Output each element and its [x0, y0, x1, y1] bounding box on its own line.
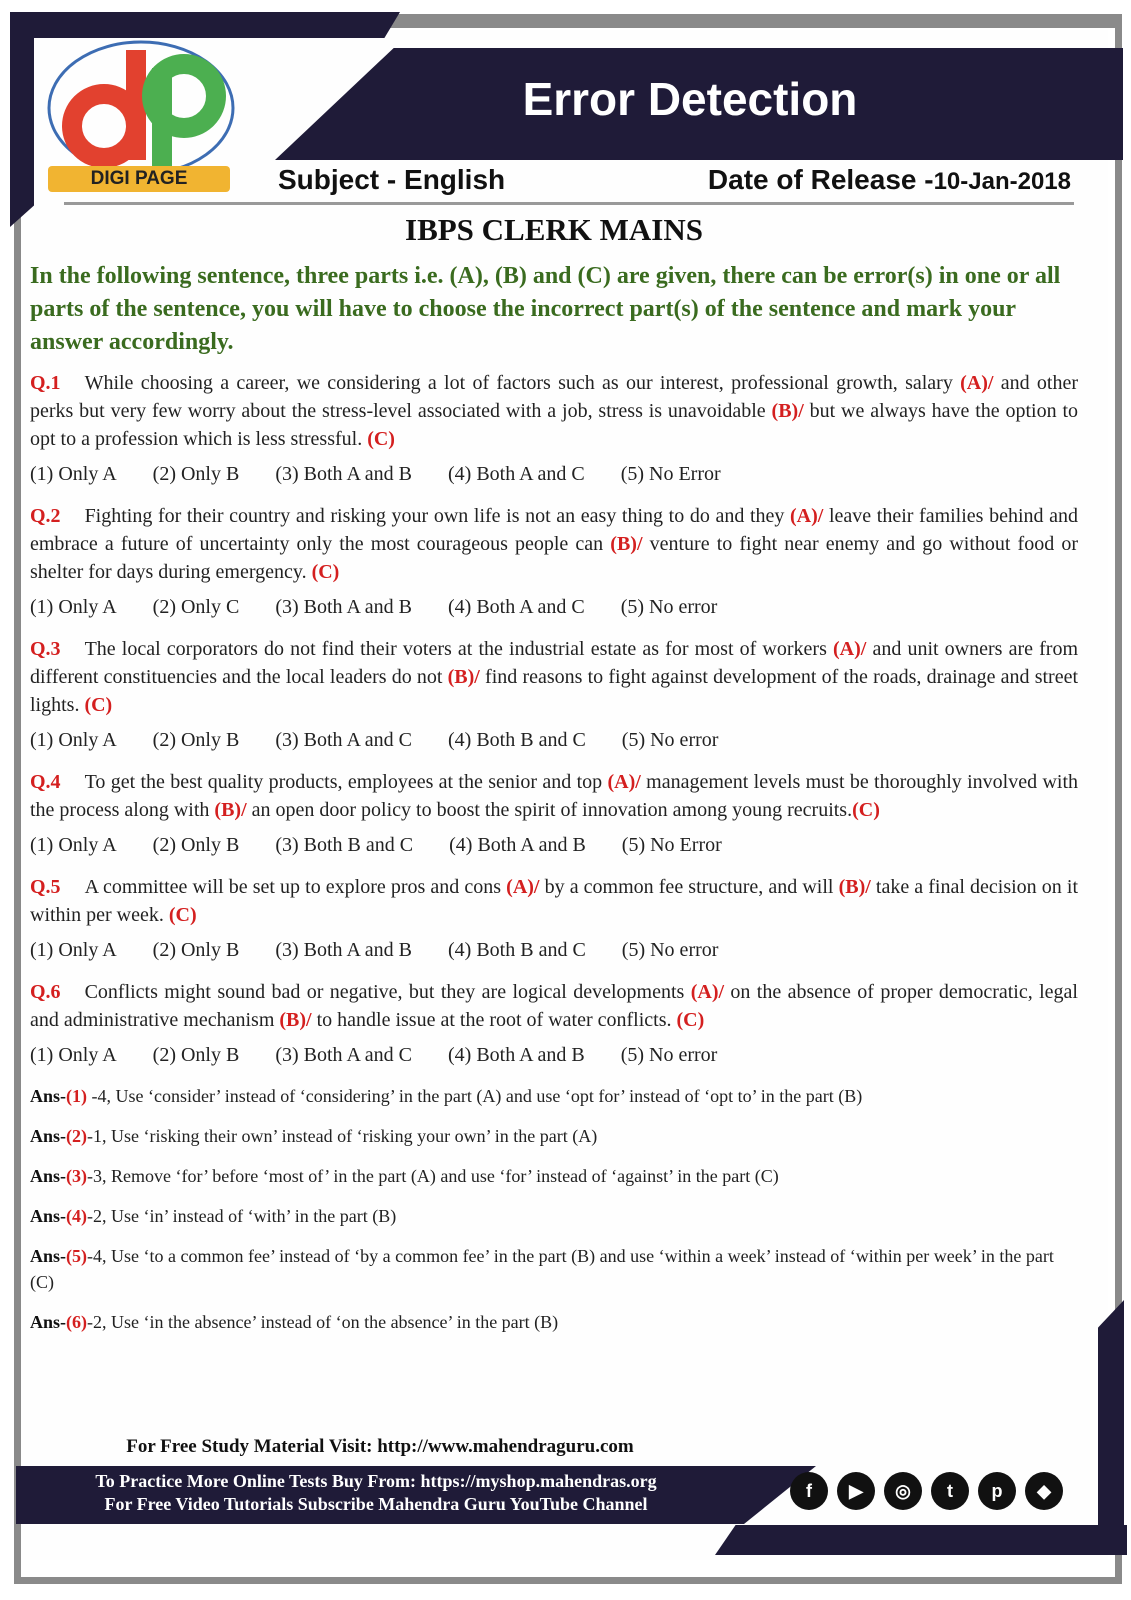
part-marker: (C) — [367, 428, 395, 450]
corner-decoration — [1098, 1300, 1124, 1530]
option[interactable]: (5) No error — [620, 1044, 718, 1066]
answer-line — [30, 1243, 1078, 1295]
logo-text: DIGI PAGE — [48, 166, 230, 192]
option[interactable]: (5) No error — [621, 729, 719, 751]
question-number: Q.2 — [30, 505, 61, 527]
option[interactable]: (5) No Error — [621, 834, 722, 856]
answer-options — [30, 729, 1078, 752]
answer-options — [30, 1044, 1078, 1067]
option[interactable]: (1) Only A — [30, 463, 117, 485]
answer-label: Ans- — [30, 1126, 67, 1146]
part-marker: (C) — [311, 561, 340, 583]
answer-label: Ans- — [30, 1086, 67, 1106]
answer-options — [30, 596, 1078, 619]
question-list — [30, 369, 1078, 1067]
release-date — [708, 164, 1071, 196]
question-segment: Conflicts might sound bad or negative, but they are logical developments — [84, 981, 691, 1003]
exam-title: IBPS CLERK MAINS — [405, 212, 703, 247]
question-text — [30, 502, 1078, 586]
option[interactable]: (3) Both A and C — [275, 1044, 413, 1066]
question-segment: A committee will be set up to explore pros and cons — [84, 876, 507, 898]
part-marker: (B)/ — [610, 533, 643, 555]
answer-explanation: -1, Use ‘risking their own’ instead of ‘risking your own’ in the part (A) — [87, 1126, 598, 1146]
part-marker: (A)/ — [832, 638, 867, 660]
divider — [64, 202, 1074, 205]
answer-prefix — [30, 1312, 87, 1332]
part-marker: (C) — [84, 694, 113, 716]
answer-explanation: -2, Use ‘in the absence’ instead of ‘on the absence’ in the part (B) — [87, 1312, 559, 1332]
option[interactable]: (1) Only A — [30, 834, 117, 856]
question-segment: by a common fee structure, and will — [539, 876, 839, 898]
release-date-value: 10-Jan-2018 — [933, 168, 1071, 195]
answer-line — [30, 1309, 1078, 1335]
part-marker: (A)/ — [960, 372, 994, 394]
option[interactable]: (2) Only C — [152, 596, 240, 618]
option[interactable]: (3) Both A and B — [275, 939, 413, 961]
question-text — [30, 369, 1078, 453]
answer-number: (2) — [66, 1126, 88, 1146]
footer-line-youtube: For Free Video Tutorials Subscribe Mahendra Guru YouTube Channel — [104, 1494, 648, 1514]
question-text — [30, 978, 1078, 1034]
question-segment: To get the best quality products, employees at the senior and top — [84, 771, 608, 793]
option[interactable]: (5) No Error — [620, 463, 721, 485]
question-segment: venture to fight near enemy and go without food or shelter for days during emergency. — [30, 533, 1078, 583]
footer-text — [16, 1470, 736, 1516]
answer-prefix — [30, 1126, 87, 1146]
option[interactable]: (4) Both B and C — [448, 729, 586, 751]
option[interactable]: (1) Only A — [30, 1044, 117, 1066]
question-segment: on the absence of proper democratic, legal and administrative mechanism — [30, 981, 1078, 1031]
option[interactable]: (2) Only B — [152, 939, 240, 961]
question-segment: an open door policy to boost the spirit of innovation among young recruits. — [246, 799, 853, 821]
option[interactable]: (1) Only A — [30, 729, 117, 751]
option[interactable]: (2) Only B — [152, 834, 240, 856]
instagram-icon[interactable]: ◎ — [884, 1472, 922, 1510]
content — [30, 212, 1078, 1349]
corner-decoration — [10, 12, 34, 227]
answer-explanation: -2, Use ‘in’ instead of ‘with’ in the part (B) — [87, 1206, 397, 1226]
question-segment: leave their families behind and embrace a future of uncertainty only the most courageous people can — [30, 505, 1079, 555]
question-text — [30, 635, 1078, 719]
answer-label: Ans- — [30, 1312, 67, 1332]
part-marker: (B)/ — [447, 666, 480, 688]
question-number: Q.5 — [30, 876, 61, 898]
answer-options — [30, 463, 1078, 486]
option[interactable]: (2) Only B — [152, 729, 240, 751]
option[interactable]: (2) Only B — [152, 1044, 240, 1066]
part-marker: (B)/ — [838, 876, 871, 898]
pinterest-icon[interactable]: p — [978, 1472, 1016, 1510]
question-number: Q.1 — [30, 372, 61, 394]
option[interactable]: (5) No error — [621, 939, 719, 961]
question-text — [30, 873, 1078, 929]
option[interactable]: (4) Both A and B — [449, 834, 586, 856]
answer-label: Ans- — [30, 1246, 67, 1266]
subject-label: Subject - English — [278, 164, 506, 195]
question-segment: management levels must be thoroughly involved with the process along with — [30, 771, 1078, 821]
answer-explanation: -4, Use ‘consider’ instead of ‘considering’ in the part (A) and use ‘opt for’ instead of ‘opt to’ in the part (B) — [87, 1086, 863, 1106]
answer-list — [30, 1083, 1078, 1335]
answer-number: (4) — [66, 1206, 88, 1226]
part-marker: (A)/ — [690, 981, 725, 1003]
part-marker: (A)/ — [607, 771, 641, 793]
answer-prefix — [30, 1166, 87, 1186]
question-segment: Fighting for their country and risking your own life is not an easy thing to do and they — [84, 505, 791, 527]
study-material-link[interactable]: For Free Study Material Visit: http://www.mahendraguru.com — [126, 1436, 634, 1457]
corner-decoration — [715, 1525, 1127, 1555]
answer-options — [30, 834, 1078, 857]
answer-label: Ans- — [30, 1166, 67, 1186]
option[interactable]: (3) Both A and B — [275, 596, 413, 618]
answer-line — [30, 1123, 1078, 1149]
question-segment: and unit owners are from different constituencies and the local leaders do not — [30, 638, 1078, 688]
social-icons — [790, 1472, 1063, 1510]
answer-line — [30, 1083, 1078, 1109]
question-text — [30, 768, 1078, 824]
youtube-icon[interactable]: ▶ — [837, 1472, 875, 1510]
part-marker: (B)/ — [771, 400, 804, 422]
question-number: Q.6 — [30, 981, 61, 1003]
answer-number: (5) — [66, 1246, 88, 1266]
part-marker: (C) — [676, 1009, 705, 1031]
footer-line-shop[interactable]: To Practice More Online Tests Buy From: https://myshop.mahendras.org — [95, 1471, 657, 1491]
option[interactable]: (2) Only B — [152, 463, 240, 485]
android-icon[interactable]: ◆ — [1025, 1472, 1063, 1510]
option[interactable]: (4) Both A and C — [448, 463, 585, 485]
option[interactable]: (5) No error — [620, 596, 718, 618]
part-marker: (C) — [852, 799, 880, 821]
question-segment: to handle issue at the root of water conflicts. — [311, 1009, 677, 1031]
option[interactable]: (3) Both A and B — [275, 463, 413, 485]
option[interactable]: (3) Both A and C — [275, 729, 413, 751]
question-number: Q.3 — [30, 638, 61, 660]
question-segment: take a final decision on it within per week. — [30, 876, 1078, 926]
answer-prefix — [30, 1246, 87, 1266]
option[interactable]: (4) Both B and C — [448, 939, 586, 961]
answer-number: (3) — [66, 1166, 88, 1186]
question-segment: and other perks but very few worry about the stress-level associated with a job, stress is unavoidable — [30, 372, 1078, 422]
release-label: Date of Release - — [707, 164, 934, 195]
answer-line — [30, 1203, 1078, 1229]
answer-explanation: -4, Use ‘to a common fee’ instead of ‘by a common fee’ in the part (B) and use ‘within a week’ instead of ‘within per week’ in the part (C) — [30, 1246, 1054, 1292]
answer-number: (6) — [66, 1312, 88, 1332]
part-marker: (C) — [168, 904, 197, 926]
answer-prefix — [30, 1206, 87, 1226]
answer-label: Ans- — [30, 1206, 67, 1226]
answer-prefix — [30, 1086, 87, 1106]
part-marker: (B)/ — [279, 1009, 312, 1031]
option[interactable]: (4) Both A and B — [448, 1044, 585, 1066]
option[interactable]: (4) Both A and C — [448, 596, 585, 618]
question-segment: but we always have the option to opt to a profession which is less stressful. — [30, 400, 1079, 450]
part-marker: (A)/ — [506, 876, 540, 898]
option[interactable]: (3) Both B and C — [275, 834, 414, 856]
answer-options — [30, 939, 1078, 962]
facebook-icon[interactable]: f — [790, 1472, 828, 1510]
answer-explanation: -3, Remove ‘for’ before ‘most of’ in the part (A) and use ‘for’ instead of ‘against’ in the part (C) — [87, 1166, 779, 1186]
answer-number: (1) — [66, 1086, 88, 1106]
twitter-icon[interactable]: t — [931, 1472, 969, 1510]
instructions: In the following sentence, three parts i.e. (A), (B) and (C) are given, there can be error(s) in one or all parts of the sentence, you will have to choose the incorrect part(s) of the sentence and mark your answer accordingly. — [30, 263, 1061, 355]
part-marker: (B)/ — [214, 799, 247, 821]
question-segment: The local corporators do not find their voters at the industrial estate as for most of workers — [84, 638, 833, 660]
question-number: Q.4 — [30, 771, 61, 793]
answer-line — [30, 1163, 1078, 1189]
question-segment: find reasons to fight against development of the roads, drainage and street lights. — [30, 666, 1078, 716]
question-segment: While choosing a career, we considering a lot of factors such as our interest, professional growth, salary — [84, 372, 961, 394]
corner-decoration — [10, 12, 400, 38]
part-marker: (A)/ — [790, 505, 824, 527]
option[interactable]: (1) Only A — [30, 939, 117, 961]
option[interactable]: (1) Only A — [30, 596, 117, 618]
page-title: Error Detection — [522, 73, 858, 125]
